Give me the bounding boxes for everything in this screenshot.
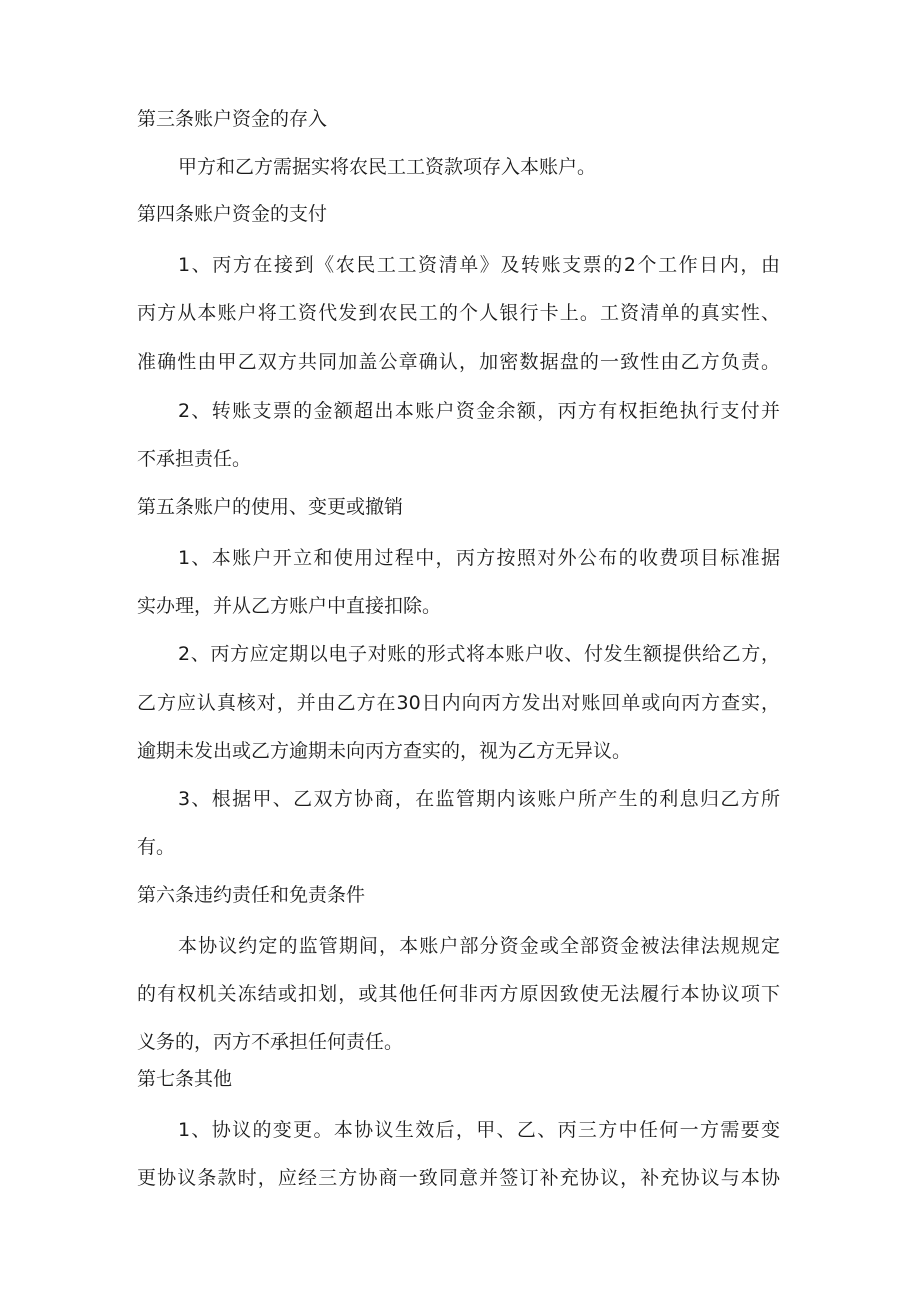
- article-5-item-2-line-2: 乙方应认真核对，并由乙方在30日内向丙方发出对账回单或向丙方查实，: [137, 692, 780, 714]
- article-4-item-2-line-1: 2、转账支票的金额超出本账户资金余额，丙方有权拒绝执行支付并: [178, 400, 780, 422]
- article-6-paragraph-line-2: 的有权机关冻结或扣划，或其他任何非丙方原因致使无法履行本协议项下: [137, 983, 780, 1005]
- article-5-item-3-line-1: 3、根据甲、乙双方协商，在监管期内该账户所产生的利息归乙方所: [178, 788, 780, 810]
- article-4-heading: 第四条账户资金的支付: [137, 203, 328, 225]
- article-3-heading: 第三条账户资金的存入: [137, 108, 328, 130]
- article-5-heading: 第五条账户的使用、变更或撤销: [137, 496, 404, 518]
- article-5-item-2-line-1: 2、丙方应定期以电子对账的形式将本账户收、付发生额提供给乙方，: [178, 643, 780, 665]
- article-7-heading: 第七条其他: [137, 1068, 233, 1090]
- article-4-item-1-line-2: 丙方从本账户将工资代发到农民工的个人银行卡上。工资清单的真实性、: [137, 302, 780, 324]
- article-6-paragraph-line-3: 义务的，丙方不承担任何责任。: [137, 1031, 404, 1053]
- article-6-paragraph-line-1: 本协议约定的监管期间，本账户部分资金或全部资金被法律法规规定: [178, 935, 780, 957]
- article-5-item-1-line-1: 1、本账户开立和使用过程中，丙方按照对外公布的收费项目标准据: [178, 547, 780, 569]
- article-5-item-2-line-3: 逾期未发出或乙方逾期未向丙方查实的，视为乙方无异议。: [137, 740, 632, 762]
- article-7-item-1-line-1: 1、协议的变更。本协议生效后，甲、乙、丙三方中任何一方需要变: [178, 1119, 780, 1141]
- article-6-heading: 第六条违约责任和免责条件: [137, 884, 366, 906]
- article-3-paragraph: 甲方和乙方需据实将农民工工资款项存入本账户。: [178, 156, 597, 178]
- article-5-item-3-line-2: 有。: [137, 836, 176, 858]
- article-4-item-1-line-1: 1、丙方在接到《农民工工资清单》及转账支票的2个工作日内，由: [178, 254, 780, 276]
- article-5-item-1-line-2: 实办理，并从乙方账户中直接扣除。: [137, 595, 442, 617]
- article-4-item-2-line-2: 不承担责任。: [137, 448, 252, 470]
- article-4-item-1-line-3: 准确性由甲乙双方共同加盖公章确认，加密数据盘的一致性由乙方负责。: [137, 351, 780, 373]
- article-7-item-1-line-2: 更协议条款时，应经三方协商一致同意并签订补充协议，补充协议与本协: [137, 1167, 780, 1189]
